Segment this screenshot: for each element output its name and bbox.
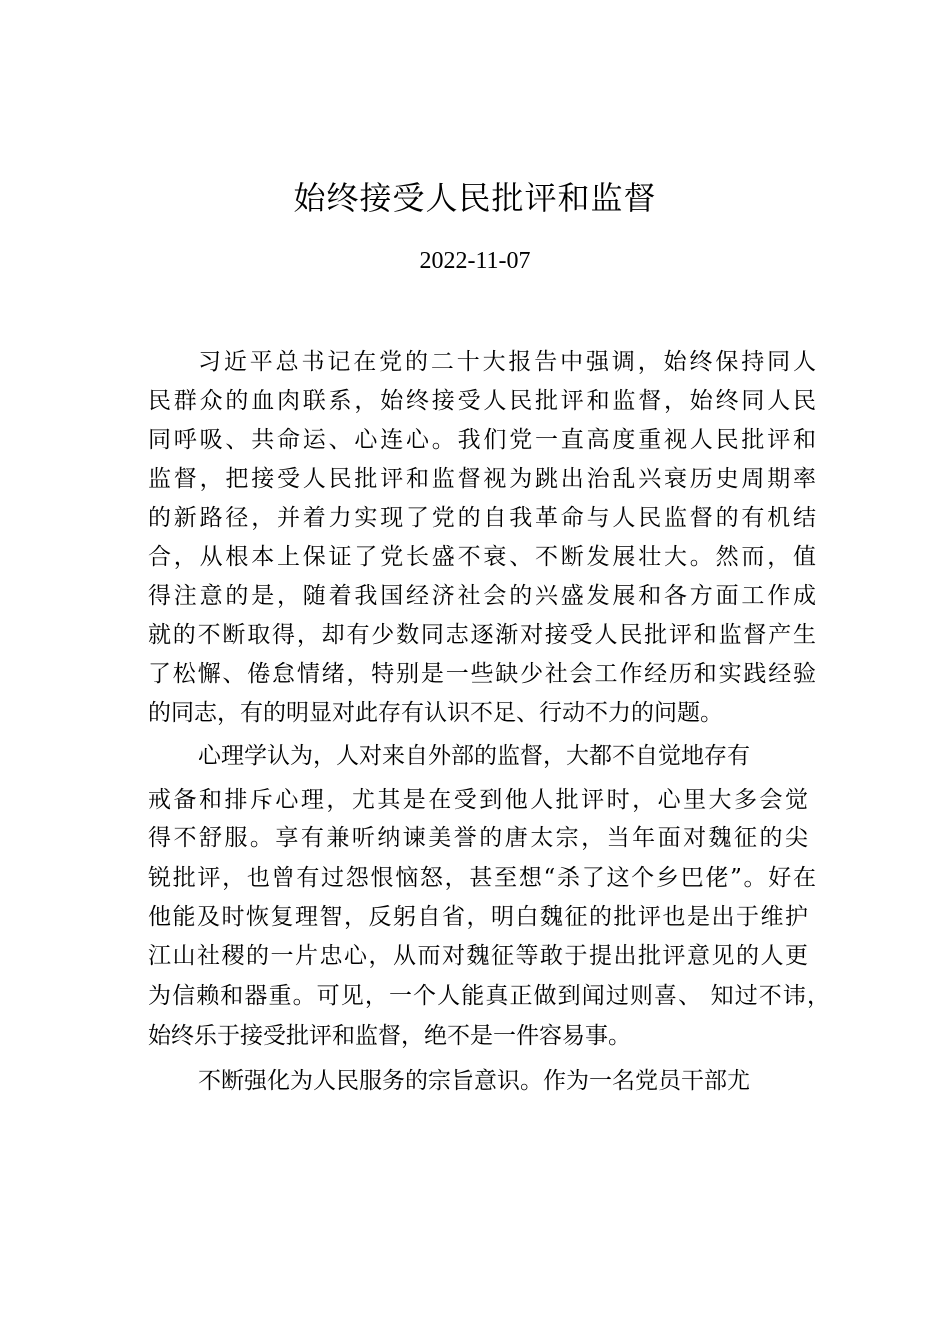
paragraph-line: 的新路径，并着力实现了党的自我革命与人民监督的有机结 [148,505,816,531]
paragraph-line: 得注意的是，随着我国经济社会的兴盛发展和各方面工作成 [148,583,816,609]
paragraph-line: 始终乐于接受批评和监督，绝不是一件容易事。 [148,1023,631,1049]
paragraph-line: 了松懈、倦怠情绪，特别是一些缺少社会工作经历和实践经验 [148,661,816,687]
paragraph-line: 不断强化为人民服务的宗旨意识。作为一名党员干部尤 [198,1068,750,1094]
paragraph-line: 为信赖和器重。可见，一个人能真正做到闻过则喜、 知过不讳， [148,983,830,1009]
paragraph-line: 习近平总书记在党的二十大报告中强调，始终保持同人 [198,349,816,375]
paragraph-line: 的同志，有的明显对此存有认识不足、行动不力的问题。 [148,700,723,726]
paragraph-line: 民群众的血肉联系，始终接受人民批评和监督，始终同人民 [148,388,816,414]
paragraph-line: 得不舒服。享有兼听纳谏美誉的唐太宗，当年面对魏征的尖 [148,825,808,851]
paragraph-line: 监督，把接受人民批评和监督视为跳出治乱兴衰历史周期率 [148,466,816,492]
paragraph-line: 就的不断取得，却有少数同志逐渐对接受人民批评和监督产生 [148,622,816,648]
paragraph-line: 他能及时恢复理智，反躬自省，明白魏征的批评也是出于维护 [148,904,808,930]
paragraph-line: 戒备和排斥心理，尤其是在受到他人批评时，心里大多会觉 [148,787,808,813]
paragraph-line: 合，从根本上保证了党长盛不衰、不断发展壮大。然而，值 [148,544,816,570]
document-date: 2022-11-07 [419,248,531,274]
paragraph-line: 心理学认为，人对来自外部的监督，大都不自觉地存有 [198,743,750,769]
paragraph-line: 锐批评，也曾有过怨恨恼怒，甚至想“杀了这个乡巴佬”。好在 [148,865,816,891]
paragraph-line: 江山社稷的一片忠心，从而对魏征等敢于提出批评意见的人更 [148,943,808,969]
document-title: 始终接受人民批评和监督 [293,179,657,217]
paragraph-line: 同呼吸、共命运、心连心。我们党一直高度重视人民批评和 [148,427,816,453]
